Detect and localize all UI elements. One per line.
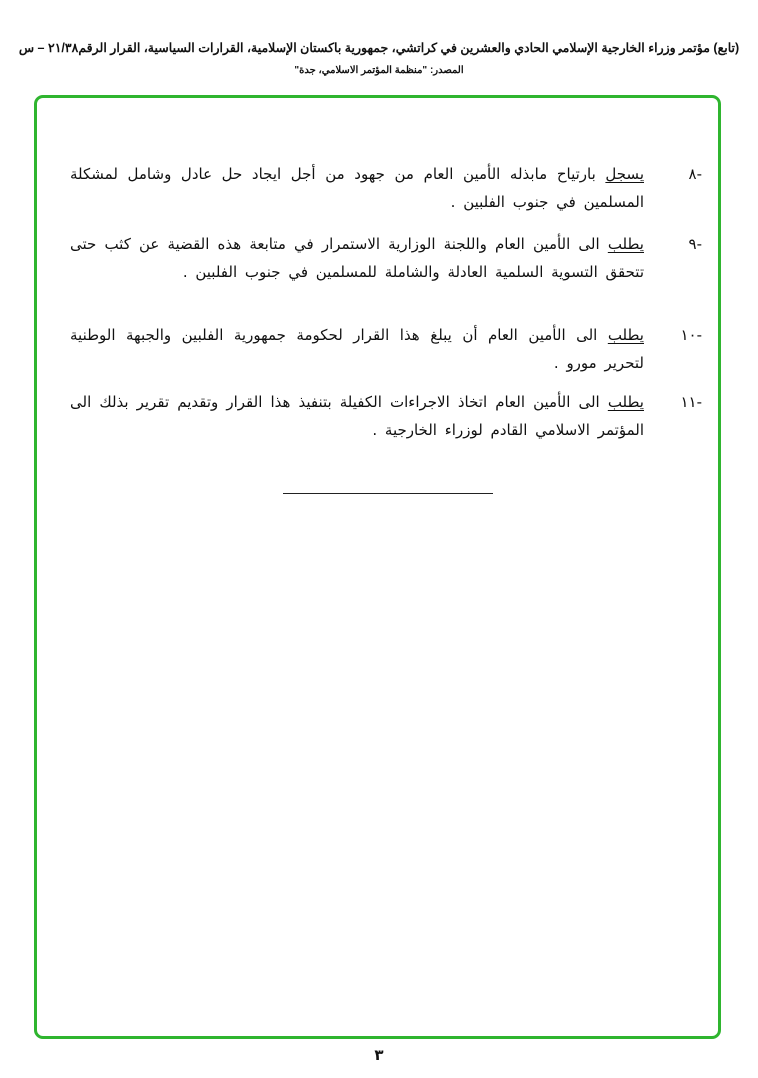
item-text: الى الأمين العام أن يبلغ هذا القرار لحكومة جمهورية الفلبين والجبهة الوطنية لتحرير مورو . (70, 326, 644, 372)
item-text: بارتياح مابذله الأمين العام من جهود من أجل ايجاد حل عادل وشامل لمشكلة المسلمين في جنوب الفلبين . (70, 165, 644, 211)
item-number: -٨ (688, 165, 702, 183)
document-source: المصدر: "منظمة المؤتمر الاسلامي، جدة" (294, 65, 464, 76)
item-verb: يطلب (607, 393, 644, 411)
item-text: الى الأمين العام اتخاذ الاجراءات الكفيلة بتنفيذ هذا القرار وتقديم تقرير بذلك الى المؤتمر الاسلامي القادم لوزراء الخارجية . (70, 393, 644, 439)
item-verb: يسجل (605, 165, 644, 183)
end-separator-line (283, 493, 493, 494)
resolution-item-11 (70, 388, 702, 444)
item-verb: يطلب (607, 326, 644, 344)
resolution-item-10 (70, 321, 702, 377)
document-header-title: (تابع) مؤتمر وزراء الخارجية الإسلامي الحادي والعشرين في كراتشي، جمهورية باكستان الإسلامية، القرارات السياسية، القرار الرقم٢١/٣٨ – س (18, 41, 740, 55)
item-text: الى الأمين العام واللجنة الوزارية الاستمرار في متابعة هذه القضية عن كثب حتى تتحقق التسوية السلمية العادلة والشاملة للمسلمين في جنوب الفلبين . (70, 235, 644, 281)
item-number: -١١ (680, 393, 702, 411)
item-number: -١٠ (680, 326, 702, 344)
page-number: ٣ (374, 1046, 384, 1064)
resolution-item-9 (70, 230, 702, 286)
item-number: -٩ (688, 235, 702, 253)
resolution-item-8 (70, 160, 702, 216)
item-verb: يطلب (607, 235, 644, 253)
